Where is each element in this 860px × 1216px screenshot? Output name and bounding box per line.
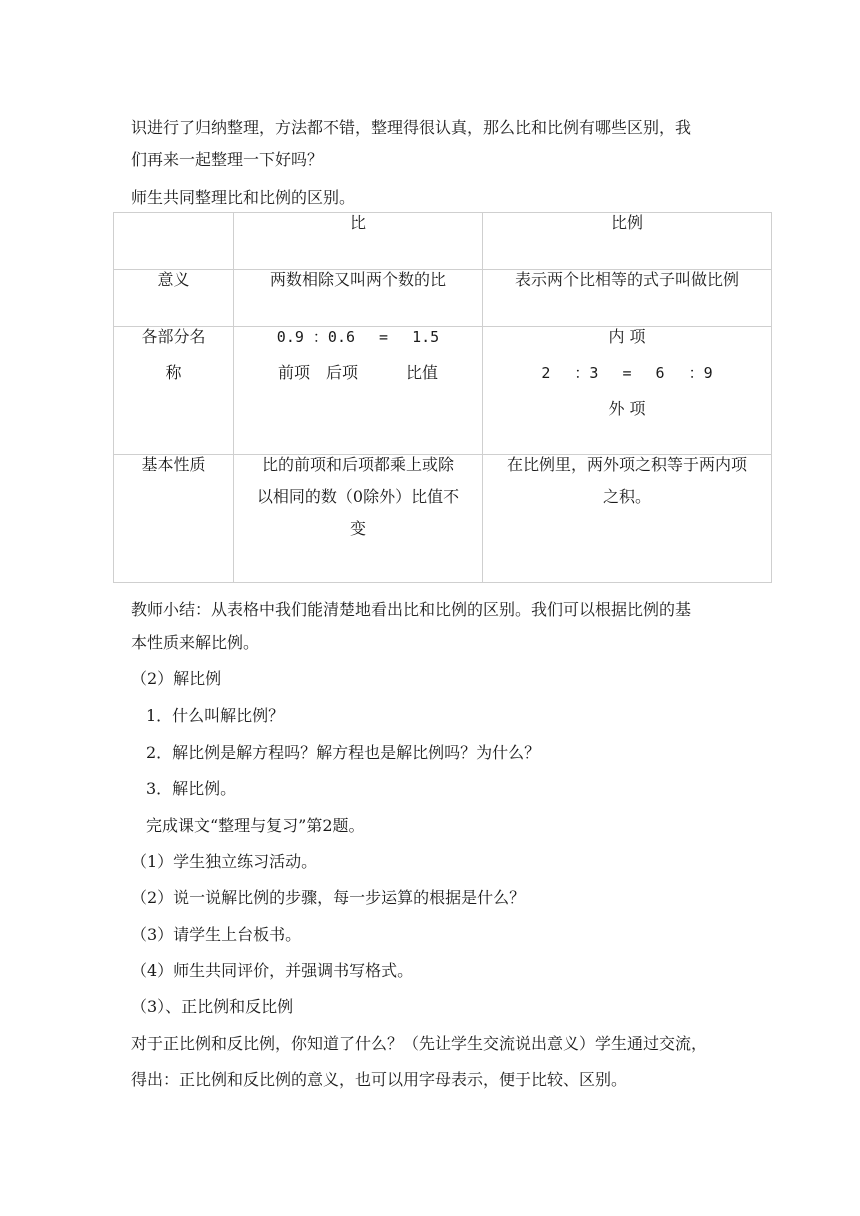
table-header-row: [114, 213, 772, 270]
cell-ratio-property: [234, 455, 483, 583]
table-header-proportion: 比例: [483, 213, 772, 270]
row-label-parts-line1: 各部分名: [141, 327, 206, 346]
table-header-ratio: 比: [234, 213, 483, 270]
paragraph-line: 对于正比例和反比例，你知道了什么？（先让学生交流说出意义）学生通过交流，: [131, 1034, 708, 1053]
list-item: 3．解比例。: [146, 779, 237, 798]
cell-ratio-parts: [234, 327, 483, 455]
list-item: （4）师生共同评价，并强调书写格式。: [131, 961, 414, 980]
cell-ratio-meaning: 两数相除又叫两个数的比: [234, 270, 483, 327]
summary-line: 本性质来解比例。: [131, 633, 260, 652]
outer-terms-label: 外 项: [608, 399, 646, 418]
row-label-parts: [114, 327, 234, 455]
ratio-property-line: 以相同的数（0除外）比值不: [256, 487, 460, 506]
paragraph-line: 们再来一起整理一下好吗？: [131, 150, 324, 169]
task-line: 完成课文“整理与复习”第2题。: [146, 816, 365, 835]
proportion-expression: 2 ：3 = 6 ：9: [541, 364, 713, 382]
cell-proportion-property: [483, 455, 772, 583]
ratio-expression: 0.9 ：0.6 = 1.5: [276, 328, 440, 346]
proportion-property-line: 之积。: [602, 487, 651, 506]
row-label-meaning: 意义: [114, 270, 234, 327]
paragraph-line: 师生共同整理比和比例的区别。: [131, 188, 356, 207]
section-heading: （2）解比例: [131, 669, 222, 688]
ratio-term-names: 前项 后项 比值: [277, 363, 438, 382]
list-item: （3）请学生上台板书。: [131, 925, 302, 944]
section-heading: （3）、正比例和反比例: [131, 997, 294, 1016]
table-row: [114, 455, 772, 583]
table-header-empty: [114, 213, 234, 270]
list-item: （2）说一说解比例的步骤，每一步运算的根据是什么？: [131, 888, 526, 907]
row-label-parts-line2: 称: [165, 363, 182, 382]
proportion-property-line: 在比例里，两外项之积等于两内项: [506, 455, 747, 474]
cell-proportion-meaning: 表示两个比相等的式子叫做比例: [483, 270, 772, 327]
ratio-property-line: 变: [349, 519, 366, 538]
list-item: 1．什么叫解比例？: [146, 706, 285, 725]
list-item: （1）学生独立练习活动。: [131, 852, 318, 871]
paragraph-line: 得出：正比例和反比例的意义，也可以用字母表示，便于比较、区别。: [131, 1070, 628, 1089]
table-row: [114, 327, 772, 455]
ratio-property-line: 比的前项和后项都乘上或除: [261, 455, 454, 474]
row-label-property: 基本性质: [114, 455, 234, 583]
inner-terms-label: 内 项: [608, 327, 646, 346]
summary-line: 教师小结：从表格中我们能清楚地看出比和比例的区别。我们可以根据比例的基: [131, 600, 692, 619]
paragraph-line: 识进行了归纳整理，方法都不错，整理得很认真，那么比和比例有哪些区别，我: [131, 118, 692, 137]
cell-proportion-parts: [483, 327, 772, 455]
table-row: [114, 270, 772, 327]
comparison-table: [113, 212, 772, 583]
list-item: 2．解比例是解方程吗？解方程也是解比例吗？为什么？: [146, 743, 541, 762]
